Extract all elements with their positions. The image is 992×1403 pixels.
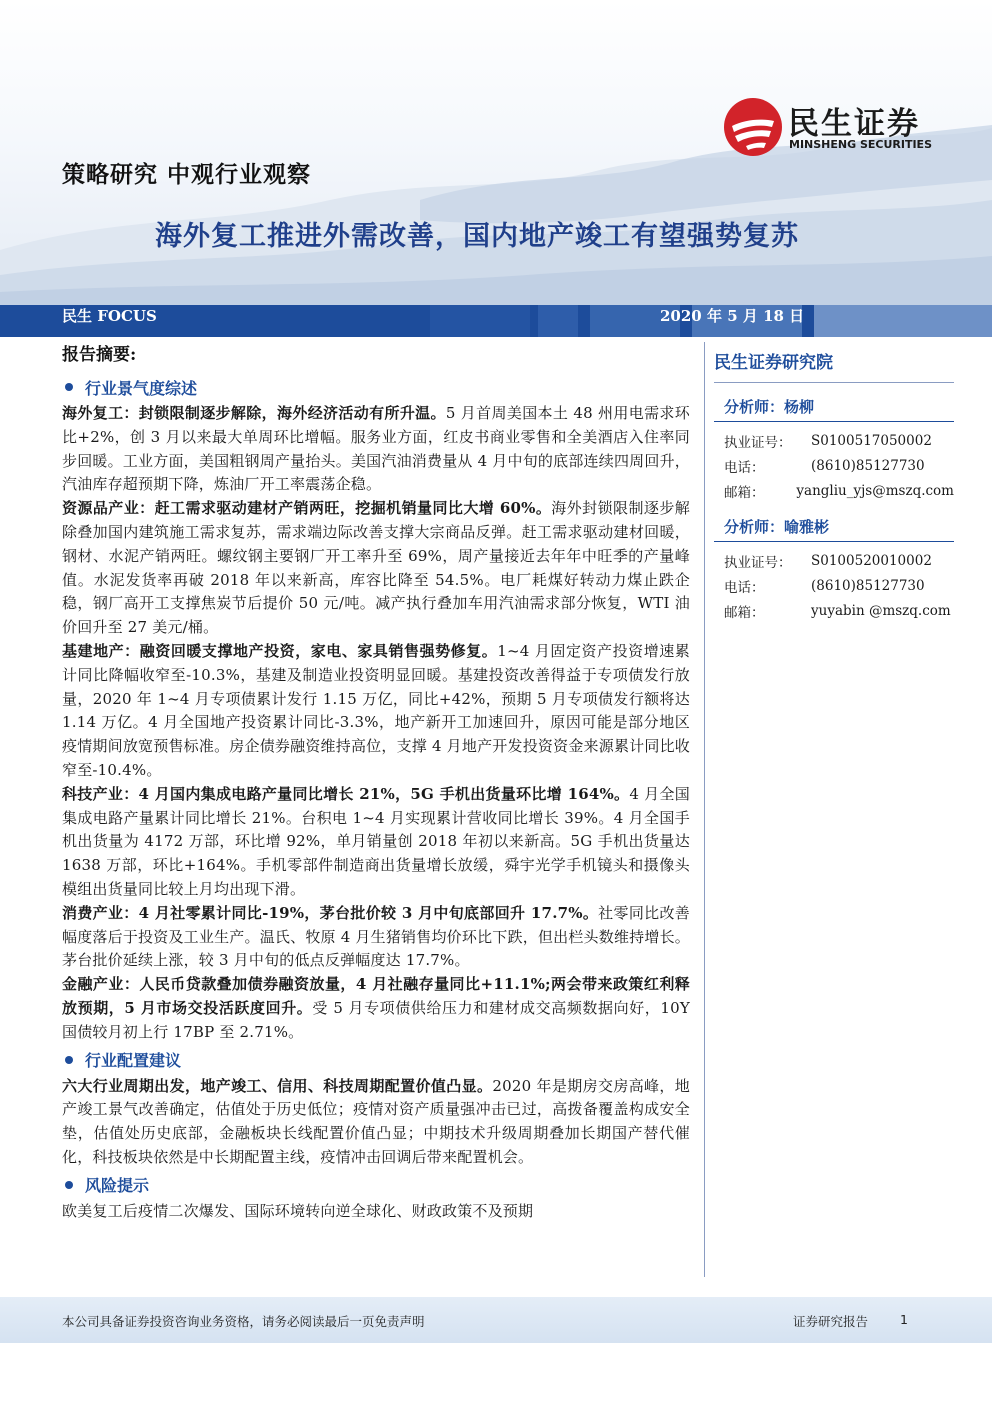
phone-row: 电话： (8610)85127730: [724, 577, 925, 596]
analyst-card: [714, 397, 954, 503]
email-link: yangliu_yjs@mszq.com: [796, 482, 954, 499]
analyst-name: 分析师：喻雅彬: [724, 518, 830, 536]
section-heading: 风险提示: [62, 1174, 690, 1196]
abstract-label: 报告摘要:: [62, 345, 137, 365]
analyst-rule: [714, 541, 954, 542]
analyst-card: [714, 517, 954, 623]
logo-mark-icon: [722, 96, 784, 158]
email-row[interactable]: 邮箱： yuyabin @mszq.com: [724, 602, 951, 621]
analyst-name: 分析师：杨柳: [724, 398, 815, 416]
email-row[interactable]: 邮箱： yangliu_yjs@mszq.com: [724, 482, 954, 501]
bullet-icon: [65, 383, 73, 391]
analyst-rule: [714, 421, 954, 422]
section-heading: 行业配置建议: [62, 1049, 690, 1071]
brand-logo: [722, 96, 952, 156]
license-row: 执业证号： S0100520010002: [724, 552, 932, 571]
paragraph-overseas: 海外复工：封锁限制逐步解除，海外经济活动有所升温。5 月首周美国本土 48 州用电需求环比+2%，创 3 月以来最大单周环比增幅。服务业方面，红皮书商业零售和全美酒店入住率同步回暖。工业方面，美国粗钢周产量抬头。美国汽油消费量从 4 月中旬的底部连续四周回升，汽油库存超预期下降，炼油厂开工率震荡企稳。: [62, 404, 690, 494]
bullet-icon: [65, 1056, 73, 1064]
paragraph-technology: 科技产业：4 月国内集成电路产量同比增长 21%，5G 手机出货量环比增 164%。4 月全国集成电路产量累计同比增长 21%。台积电 1~4 月实现累计营收同比增长 39%。4 月全国手机出货量为 4172 万部，环比增 92%，单月销量创 2018 年初以来新高。5G 手机出货量达 1638 万部，环比+164%。手机零部件制造商出货量增长放缓，舜宇光学手机镜头和摄像头模组出货量同比较上月均出现下滑。: [62, 784, 690, 898]
series-label: 民生 FOCUS: [62, 307, 157, 325]
main-column: [62, 372, 690, 1224]
sidebar-rule: [714, 382, 954, 383]
column-divider: [704, 342, 705, 1277]
page-number: 1: [900, 1312, 908, 1327]
paragraph-finance: 金融产业：人民币贷款叠加债券融资放量，4 月社融存量同比+11.1%;两会带来政策红利释放预期，5 月市场交投活跃度回升。受 5 月专项债供给压力和建材成交高频数据向好，10Y 国债较月初上行 17BP 至 2.71%。: [62, 975, 690, 1041]
paragraph-infrastructure: 基建地产：融资回暖支撑地产投资，家电、家具销售强势修复。1~4 月固定资产投资增速累计同比降幅收窄至-10.3%，基建及制造业投资明显回暖。基建投资改善得益于专项债发行放量，2020 年 1~4 月专项债累计发行 1.15 万亿，同比+42%，预期 5 月专项债发行额将达 1.14 万亿。4 月全国地产投资累计同比-3.3%，地产新开工加速回升，原因可能是部分地区疫情期间放宽预售标准。房企债券融资维持高位，支撑 4 月地产开发投资资金来源累计同比收窄至-10.4%。: [62, 641, 690, 779]
license-row: 执业证号： S0100517050002: [724, 432, 932, 451]
document-category: 策略研究 中观行业观察: [62, 161, 312, 188]
logo-english-name: MINSHENG SECURITIES: [789, 138, 932, 151]
paragraph-allocation: 六大行业周期出发，地产竣工、信用、科技周期配置价值凸显。2020 年是期房交房高峰，地产竣工景气改善确定，估值处于历史低位；疫情对资产质量强冲击已过，高拨备覆盖构成安全垫，估值处历史底部，金融板块长线配置价值凸显；中期技术升级周期叠加长期国产替代催化，科技板块依然是中长期配置主线，疫情冲击回调后带来配置机会。: [62, 1076, 690, 1166]
paragraph-risk: 欧美复工后疫情二次爆发、国际环境转向逆全球化、财政政策不及预期: [62, 1201, 534, 1220]
paragraph-resources: 资源品产业：赶工需求驱动建材产销两旺，挖掘机销量同比大增 60%。海外封锁限制逐步解除叠加国内建筑施工需求复苏，需求端边际改善支撑大宗商品反弹。赶工需求驱动建材回暖，钢材、水泥产销两旺。螺纹钢主要钢厂开工率升至 69%，周产量接近去年年中旺季的产量峰值。水泥发货率再破 2018 年以来新高，库容比降至 54.5%。电厂耗煤好转动力煤止跌企稳，钢厂高开工支撑焦炭节后提价 50 元/吨。减产执行叠加车用汽油需求部分恢复，WTI 油价回升至 27 美元/桶。: [62, 499, 690, 637]
section-heading: 行业景气度综述: [62, 376, 690, 398]
footer-doc-type: 证券研究报告: [793, 1314, 869, 1329]
paragraph-consumer: 消费产业：4 月社零累计同比-19%，茅台批价较 3 月中旬底部回升 17.7%。社零同比改善幅度落后于投资及工业生产。温氏、牧原 4 月生猪销售均价环比下跌，但出栏头数维持增长。茅台批价延续上涨，较 3 月中旬的低点反弹幅度达 17.7%。: [62, 903, 691, 970]
email-link: yuyabin @mszq.com: [811, 602, 951, 619]
logo-name: 民生证券: [788, 106, 920, 142]
report-date: 2020 年 5 月 18 日: [660, 307, 805, 325]
sidebar: [714, 340, 954, 623]
document-title: 海外复工推进外需改善，国内地产竣工有望强势复苏: [155, 221, 799, 252]
phone-row: 电话： (8610)85127730: [724, 457, 925, 476]
footer-disclaimer: 本公司具备证券投资咨询业务资格，请务必阅读最后一页免责声明: [62, 1314, 425, 1329]
research-institute: 民生证券研究院: [714, 353, 833, 373]
bullet-icon: [65, 1181, 73, 1189]
